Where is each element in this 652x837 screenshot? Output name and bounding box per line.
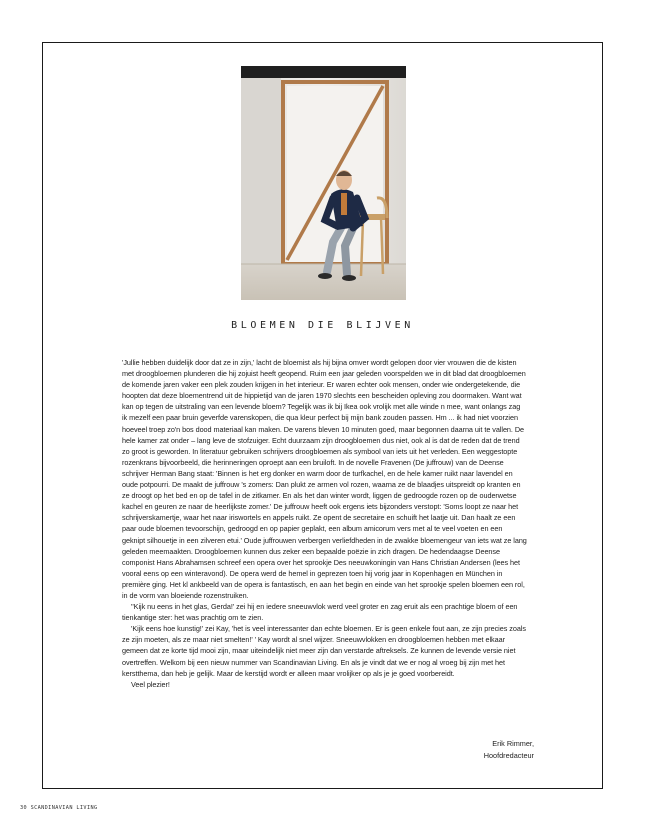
- editor-role: Hoofdredacteur: [483, 751, 534, 760]
- editor-portrait-illustration: [241, 66, 406, 300]
- page-footer: 30 SCANDINAVIAN LIVING: [20, 805, 98, 811]
- article-headline: BLOEMEN DIE BLIJVEN: [231, 320, 414, 331]
- editorial-body: [122, 357, 527, 690]
- editorial-paragraph-3: 'Kijk eens hoe kunstig!' zei Kay, 'het is veel interessanter dan echte bloemen. Er is geen enkele fout aan, ze zijn precies zoals ze zijn moeten, als ze maar niet smelten!' ' Kay wordt al snel wijzer. Sneeuwvlokken en droogbloemen hebben met elkaar gemeen dat ze korte tijd mooi zijn, maar uiteindelijk niet meer zijn dan verstarde aftreksels. Ze kunnen de levende versie niet overtreffen. Welkom bij een nieuw nummer van Scandinavian Living. En als je vindt dat we er nog al vroeg bij zijn met het kerstthema, dan heb je gelijk. Maar de kerstijd wordt er alleen maar vrolijker op als je je goed voorbereidt.: [122, 624, 526, 678]
- editor-name: Erik Rimmer,: [492, 739, 534, 748]
- editor-signature: [484, 738, 534, 762]
- editorial-paragraph-2: ''Kijk nu eens in het glas, Gerda!' zei hij en iedere sneeuwvlok werd veel groter en zag eruit als een prachtige bloem of een tienkantige ster: het was prachtig om te zien.: [122, 602, 518, 623]
- editorial-paragraph-4: Veel plezier!: [131, 679, 170, 689]
- editor-portrait-photo: [241, 66, 406, 300]
- editorial-paragraph-1: 'Jullie hebben duidelijk door dat ze in zijn,' lacht de bloemist als hij bijna omver wordt gelopen door vier vrouwen die de kisten met droogbloemen plunderen die hij zojuist heeft geopend. Ruim een jaar geleden voorspelden we in dit blad dat droogbloemen de komende jaren vaker een plek zouden krijgen in het interieur. Er waren echter ook mensen, onder wie ondergetekende, die hoopten dat deze bloementrend uit de hippietijd van de jaren 1970 slechts een bescheiden opleving zou doormaken. Want wat kan op tegen de uitstraling van een levende bloem? Tegelijk was ik bij Ikea ook vrolijk met alle winde n mee, want onlangs zag ik mezelf een paar bruin geverfde varenskopen, die qua kleur perfect bij mijn bank zouden passen. Hm ... ik had niet voorzien hoeveel troep zo'n bos dood materiaal kan maken. De varens bleven 10 minuten goed, maar begonnen daarna uit te vallen. De hele kamer zat onder – lang leve de stofzuiger. Echt duurzaam zijn droogbloemen dus niet, ook al is dat de reden dat de trend zo groot is geworden. In literatuur gebruiken schrijvers droogbloemen als symbool van iets uit het verleden. Een weggestopte rozenkrans bijvoorbeeld, die herinneringen oproept aan een bruiloft. In de novelle Fravenen (De juffrouw) van de Deense schrijver Herman Bang staat: 'Binnen is het erg donker en warm door de turfkachel, en de hele kamer ruikt naar lavendel en oude potpourri. De maakt de juffrouw 's zomers: Dan plukt ze armen vol rozen, waarna ze de blaadjes uitspreidt op kranten en ze droogt op het bed en op de tafel in de zitkamer. En als het dan winter wordt, liggen de gedroogde rozen op de ouderwetse kachel en geuren ze naar de heerlijkste zomer.' De juffrouw heeft ook ergens iets bijzonders verstopt: 'Soms loopt ze naar het schrijverskamertje, waar het naar iriswortels en appels ruikt. Ze opent de secretaire en schuift het laatje uit. Dan haalt ze een paar oude bloemen tevoorschijn, gedroogd en op papier geplakt, een album amicorum vers met al te veel voeten en een geknipt silhouetje in een zilveren etui.' Oude juffrouwen verbergen verliefdheden in de zwakke bloemengeur van iets wat ze lang geleden meemaakten. Droogbloemen kunnen dus zeker een bepaalde poëzie in zich dragen. De hedendaagse Deense componist Hans Abrahamsen schreef een opera over het sprookje Des neeuwkoningin van Hans Christian Andersen (lees het vooral eens op een winteravond). De opera werd de hemel in geprezen toen hij vorig jaar in Kopenhagen en München in première ging. Het kl ankbeeld van de opera is fantastisch, en aan het begin en einde van het sprookje spelen bloemen een rol, in de vorm van bloeiende rozenstruiken.: [122, 358, 527, 600]
